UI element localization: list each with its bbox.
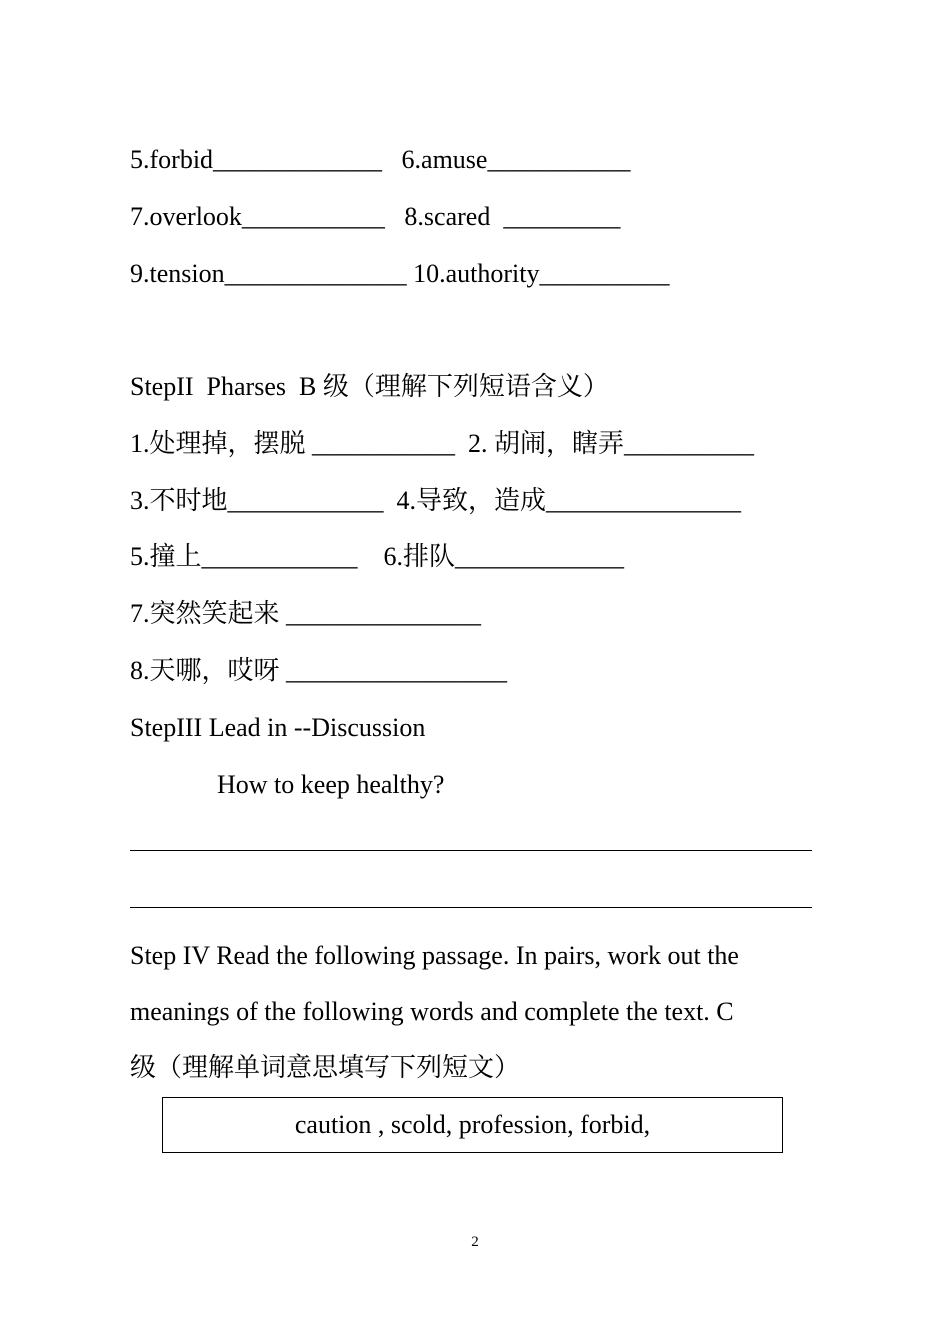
vocab-item: 7.overlook___________ 8.scared _________: [130, 202, 621, 231]
word-bank-box: [162, 1097, 783, 1153]
phrase-item: 8.天哪，哎呀 _________________: [130, 656, 508, 685]
step4-instruction-line: Step IV Read the following passage. In pairs, work out the: [130, 941, 739, 970]
step4-instruction-line: meanings of the following words and complete the text. C: [130, 997, 734, 1026]
answer-line: [130, 850, 812, 851]
phrase-item: 1.处理掉，摆脱 ___________ 2. 胡闹，瞎弄__________: [130, 429, 755, 458]
phrase-item: 3.不时地____________ 4.导致，造成_______________: [130, 486, 742, 515]
discussion-question: How to keep healthy?: [217, 770, 445, 799]
step2-heading: StepII Pharses B 级（理解下列短语含义）: [130, 372, 609, 401]
vocab-item: 5.forbid_____________ 6.amuse___________: [130, 145, 631, 174]
phrase-item: 5.撞上____________ 6.排队_____________: [130, 542, 625, 571]
page-number: 2: [471, 1234, 479, 1250]
word-bank-text: caution , scold, profession, forbid,: [294, 1110, 651, 1139]
vocab-item: 9.tension______________ 10.authority__________: [130, 259, 670, 288]
answer-line: [130, 907, 812, 908]
step3-heading: StepIII Lead in --Discussion: [130, 713, 426, 742]
phrase-item: 7.突然笑起来 _______________: [130, 599, 482, 628]
step4-instruction-line: 级（理解单词意思填写下列短文）: [130, 1053, 521, 1082]
